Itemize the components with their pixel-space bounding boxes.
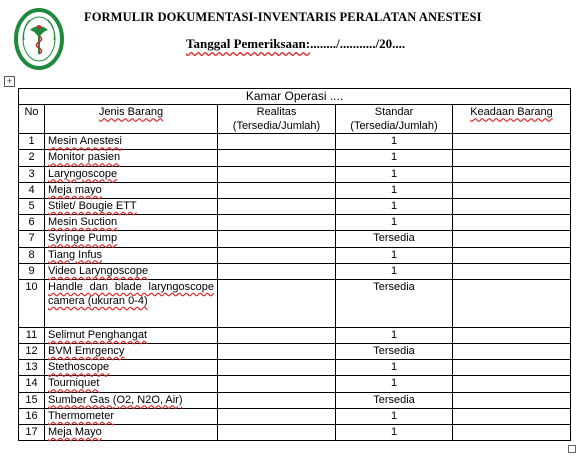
row-item: Monitor pasien <box>45 150 218 166</box>
row-standar: Tersedia <box>336 231 453 247</box>
row-keadaan-cell[interactable] <box>453 425 571 441</box>
table-row <box>19 408 571 424</box>
row-no: 17 <box>19 425 45 441</box>
row-keadaan-cell[interactable] <box>453 376 571 392</box>
row-item: Selimut Penghangat <box>45 327 218 343</box>
row-realitas-cell[interactable] <box>218 231 336 247</box>
row-no: 5 <box>19 198 45 214</box>
row-keadaan-cell[interactable] <box>453 408 571 424</box>
row-realitas-cell[interactable] <box>218 182 336 198</box>
row-realitas-cell[interactable] <box>218 392 336 408</box>
hospital-logo <box>14 8 64 70</box>
row-keadaan-cell[interactable] <box>453 392 571 408</box>
row-keadaan-cell[interactable] <box>453 344 571 360</box>
row-item: Laryngoscope <box>45 166 218 182</box>
row-standar: 1 <box>336 376 453 392</box>
table-resize-handle[interactable] <box>568 445 576 453</box>
row-no: 1 <box>19 134 45 150</box>
row-realitas-cell[interactable] <box>218 408 336 424</box>
row-item: Tourniquet <box>45 376 218 392</box>
row-item: Stethoscope <box>45 360 218 376</box>
table-move-handle-icon[interactable]: + <box>4 76 15 87</box>
row-no: 9 <box>19 263 45 279</box>
row-keadaan-cell[interactable] <box>453 134 571 150</box>
row-item: Mesin Suction <box>45 215 218 231</box>
row-realitas-cell[interactable] <box>218 425 336 441</box>
row-standar: Tersedia <box>336 344 453 360</box>
row-standar: 1 <box>336 327 453 343</box>
row-standar: 1 <box>336 150 453 166</box>
row-no: 15 <box>19 392 45 408</box>
row-realitas-cell[interactable] <box>218 166 336 182</box>
table-row <box>19 134 571 150</box>
row-realitas-cell[interactable] <box>218 134 336 150</box>
table-row <box>19 344 571 360</box>
row-keadaan-cell[interactable] <box>453 182 571 198</box>
table-row <box>19 279 571 327</box>
row-keadaan-cell[interactable] <box>453 327 571 343</box>
row-no: 3 <box>19 166 45 182</box>
row-realitas-cell[interactable] <box>218 247 336 263</box>
row-realitas-cell[interactable] <box>218 360 336 376</box>
col-item-header: Jenis Barang <box>45 105 218 134</box>
row-no: 10 <box>19 279 45 327</box>
row-standar: 1 <box>336 425 453 441</box>
row-standar: 1 <box>336 166 453 182</box>
row-keadaan-cell[interactable] <box>453 215 571 231</box>
row-realitas-cell[interactable] <box>218 198 336 214</box>
table-row <box>19 392 571 408</box>
row-no: 8 <box>19 247 45 263</box>
row-no: 2 <box>19 150 45 166</box>
row-keadaan-cell[interactable] <box>453 263 571 279</box>
row-item: BVM Emrgency <box>45 344 218 360</box>
row-standar: 1 <box>336 134 453 150</box>
table-row <box>19 166 571 182</box>
inspection-date <box>186 36 405 52</box>
row-no: 7 <box>19 231 45 247</box>
table-row <box>19 182 571 198</box>
row-standar: Tersedia <box>336 392 453 408</box>
row-realitas-cell[interactable] <box>218 344 336 360</box>
row-no: 6 <box>19 215 45 231</box>
table-row <box>19 215 571 231</box>
table-row <box>19 263 571 279</box>
row-item: Tiang Infus <box>45 247 218 263</box>
row-no: 11 <box>19 327 45 343</box>
row-standar: 1 <box>336 182 453 198</box>
row-standar: 1 <box>336 215 453 231</box>
table-row <box>19 360 571 376</box>
row-item: Thermometer <box>45 408 218 424</box>
row-realitas-cell[interactable] <box>218 279 336 327</box>
row-standar: Tersedia <box>336 279 453 327</box>
row-no: 12 <box>19 344 45 360</box>
row-no: 4 <box>19 182 45 198</box>
row-standar: 1 <box>336 247 453 263</box>
table-row <box>19 231 571 247</box>
row-no: 13 <box>19 360 45 376</box>
row-realitas-cell[interactable] <box>218 263 336 279</box>
date-value[interactable]: ......../.........../20.... <box>310 36 406 51</box>
row-keadaan-cell[interactable] <box>453 166 571 182</box>
row-realitas-cell[interactable] <box>218 327 336 343</box>
room-title: Kamar Operasi .... <box>19 89 571 105</box>
row-item: Syringe Pump <box>45 231 218 247</box>
row-keadaan-cell[interactable] <box>453 360 571 376</box>
row-item: Meja mayo <box>45 182 218 198</box>
table-row <box>19 327 571 343</box>
table-row <box>19 247 571 263</box>
col-keadaan-header: Keadaan Barang <box>453 105 571 134</box>
row-standar: 1 <box>336 198 453 214</box>
row-keadaan-cell[interactable] <box>453 198 571 214</box>
row-no: 14 <box>19 376 45 392</box>
row-standar: 1 <box>336 408 453 424</box>
inventory-table <box>18 88 571 441</box>
row-item: Video Laryngoscope <box>45 263 218 279</box>
row-realitas-cell[interactable] <box>218 150 336 166</box>
row-item: Sumber Gas (O2, N2O, Air) <box>45 392 218 408</box>
form-title: FORMULIR DOKUMENTASI-INVENTARIS PERALATAN ANESTESI <box>84 10 482 24</box>
row-keadaan-cell[interactable] <box>453 247 571 263</box>
col-no-header: No <box>19 105 45 134</box>
table-row <box>19 198 571 214</box>
date-label: Tanggal Pemeriksaan: <box>186 36 311 51</box>
row-no: 16 <box>19 408 45 424</box>
table-row <box>19 425 571 441</box>
row-keadaan-cell[interactable] <box>453 150 571 166</box>
row-item: Handle dan blade laryngoscope camera (ukuran 0-4) <box>45 279 218 327</box>
row-keadaan-cell[interactable] <box>453 279 571 327</box>
row-standar: 1 <box>336 263 453 279</box>
row-realitas-cell[interactable] <box>218 215 336 231</box>
col-standar-header: Standar (Tersedia/Jumlah) <box>336 105 453 134</box>
row-item: Mesin Anestesi <box>45 134 218 150</box>
row-standar: 1 <box>336 360 453 376</box>
table-row <box>19 376 571 392</box>
row-item: Meja Mayo <box>45 425 218 441</box>
row-item: Stilet/ Bougie ETT <box>45 198 218 214</box>
table-row <box>19 150 571 166</box>
col-realitas-header: Realitas (Tersedia/Jumlah) <box>218 105 336 134</box>
row-realitas-cell[interactable] <box>218 376 336 392</box>
row-keadaan-cell[interactable] <box>453 231 571 247</box>
